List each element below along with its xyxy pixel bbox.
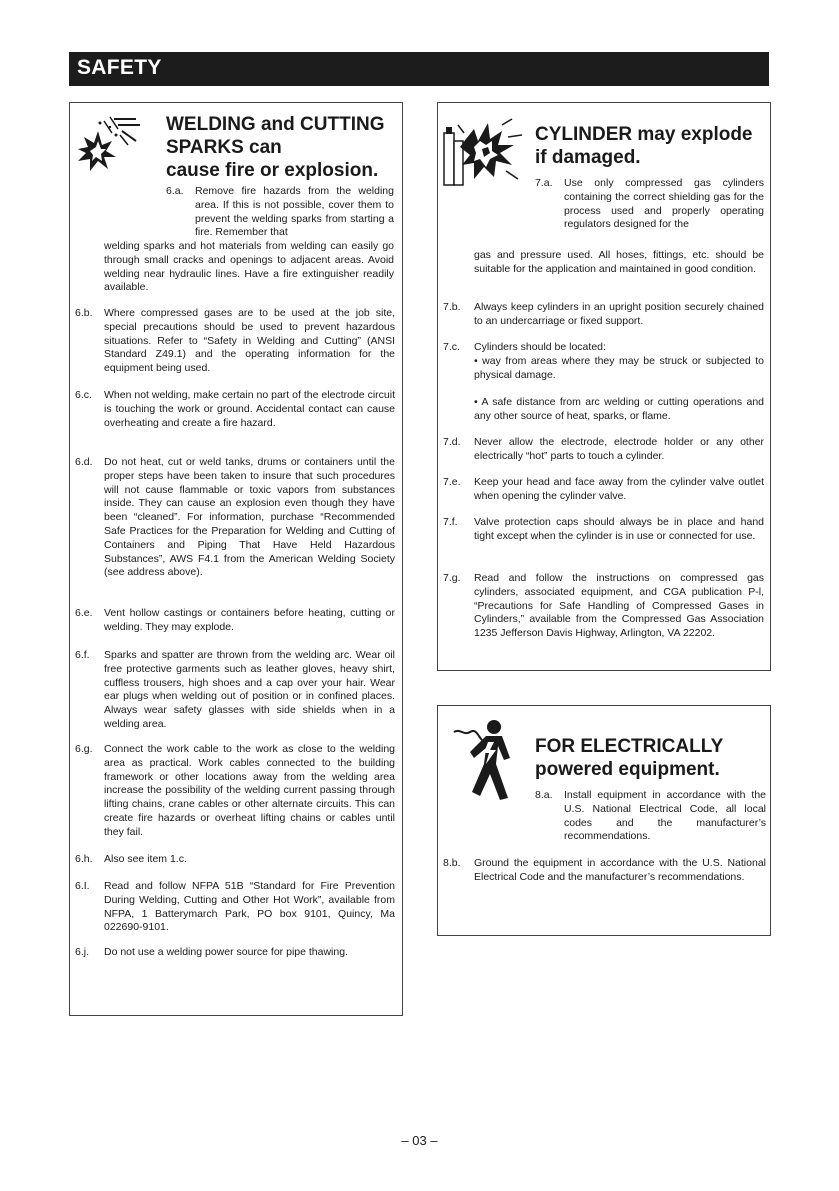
item-number: 7.d. (443, 436, 461, 448)
item-number: 7.c. (443, 341, 460, 353)
cylinder-heading (535, 123, 767, 169)
item-number: 7.b. (443, 301, 461, 313)
item-text: Sparks and spatter are thrown from the welding arc. Wear oil free protective garments such as leather gloves, heavy shirt, cuffless trousers, high shoes and a cap over your hair. Wear ear plugs when welding out of position or in confined places. Always wear safety glasses with side shields when in a welding area. (104, 649, 395, 730)
item-number: 6.c. (75, 389, 92, 401)
item-text: Where compressed gases are to be used at the job site, special precautions should be used to prevent hazardous situations. Refer to “Safety in Welding and Cutting” (ANSI Standard Z49.1) and the operating information for the equipment being used. (104, 307, 395, 375)
item-text: Ground the equipment in accordance with the U.S. National Electrical Code and the manufacturer’s recommendations. (474, 857, 766, 883)
welding-heading (166, 113, 400, 182)
item-text: Never allow the electrode, electrode holder or any other electrically “hot” parts to touch a cylinder. (474, 436, 764, 462)
item-text: Install equipment in accordance with the U.S. National Electrical Code, all local codes and the manufacturer’s recommendations. (564, 789, 766, 843)
item-7a-continuation: gas and pressure used. All hoses, fittings, etc. should be suitable for the application and maintained in good condition. (474, 249, 764, 275)
item-number: 6.f. (75, 649, 90, 661)
welding-heading-line2: SPARKS can (166, 137, 282, 158)
item-text: Also see item 1.c. (104, 853, 187, 865)
item-text: Do not heat, cut or weld tanks, drums or containers until the proper steps have been taken to insure that such procedures will not cause flammable or toxic vapors from substances inside. They can cause an explosion even though they have been “cleaned”. For information, purchase “Recommended Safe Practices for the Preparation for Welding and Cutting of Containers and Piping That Have Held Hazardous Substances”, AWS F4.1 from the American Welding Society (see address above). (104, 456, 395, 579)
item-text: Always keep cylinders in an upright position securely chained to an undercarriage or fixed support. (474, 301, 764, 327)
item-number: 7.a. (535, 177, 553, 189)
item-number: 6.b. (75, 307, 93, 319)
item-number: 6.d. (75, 456, 93, 468)
electric-equipment-panel (437, 705, 771, 936)
item-text: Vent hollow castings or containers before heating, cutting or welding. They may explode. (104, 607, 395, 633)
cylinder-heading-line2: if damaged. (535, 147, 641, 168)
bullet-item: • way from areas where they may be struck or subjected to physical damage. (474, 354, 764, 381)
item-text: Read and follow the instructions on compressed gas cylinders, associated equipment, and CGA publication P-l, “Precautions for Safe Handling of Compressed Gases in Cylinders,” available from the Compressed Gas Association 1235 Jefferson Davis Highway, Arlington, VA 22202. (474, 572, 764, 640)
item-number: 7.g. (443, 572, 461, 584)
electric-shock-icon (452, 718, 528, 800)
item-text: Remove fire hazards from the welding area. If this is not possible, cover them to prevent the welding sparks from starting a fire. Remember that (195, 185, 394, 239)
welding-sparks-panel (69, 102, 403, 1016)
item-number: 8.b. (443, 857, 461, 869)
welding-heading-line1: WELDING and CUTTING (166, 114, 385, 135)
page-number: – 03 – (401, 1133, 438, 1148)
item-number: 6.a. (166, 185, 184, 197)
welding-heading-line3: cause fire or explosion. (166, 160, 379, 181)
item-number: 7.f. (443, 516, 458, 528)
item-number: 6.h. (75, 853, 93, 865)
electric-heading-line1: FOR ELECTRICALLY (535, 736, 724, 757)
cylinder-heading-line1: CYLINDER may explode (535, 124, 753, 145)
item-text: Cylinders should be located: (474, 341, 606, 353)
item-text: Use only compressed gas cylinders containing the correct shielding gas for the process used and properly operating regulators designed for the (564, 177, 764, 231)
item-text: Read and follow NFPA 51B “Standard for Fire Prevention During Welding, Cutting and Other Hot Work”, available from NFPA, 1 Batterymarch Park, PO box 9101, Quincy, Ma 022690-9101. (104, 880, 395, 934)
item-6a-continuation: welding sparks and hot materials from welding can easily go through small cracks and openings to adjacent areas. Avoid welding near hydraulic lines. Have a fire extinguisher readily available. (104, 240, 394, 294)
item-number: 6.j. (75, 946, 90, 958)
section-header (69, 52, 769, 86)
item-text: When not welding, make certain no part of the electrode circuit is touching the work or ground. Accidental contact can cause overheating and create a fire hazard. (104, 389, 395, 429)
item-number: 6.e. (75, 607, 93, 619)
section-title: SAFETY (77, 56, 162, 79)
item-number: 7.e. (443, 476, 461, 488)
item-number: 8.a. (535, 789, 553, 801)
item-text: Valve protection caps should always be in place and hand tight except when the cylinder is in use or connected for use. (474, 516, 764, 542)
electric-heading-line2: powered equipment. (535, 759, 720, 780)
spark-explosion-icon (74, 113, 142, 175)
item-number: 6.g. (75, 743, 93, 755)
cylinder-explosion-icon (442, 115, 528, 187)
item-text: Do not use a welding power source for pipe thawing. (104, 946, 348, 958)
cylinder-explode-panel (437, 102, 771, 671)
item-number: 6.I. (75, 880, 90, 892)
item-text: Keep your head and face away from the cylinder valve outlet when opening the cylinder valve. (474, 476, 764, 502)
bullet-item: • A safe distance from arc welding or cutting operations and any other source of heat, sparks, or flame. (474, 396, 764, 423)
electric-heading (535, 735, 767, 781)
item-text: Connect the work cable to the work as close to the welding area as practical. Work cables connected to the building framework or other locations away from the welding area increase the possibility of the welding current passing through lifting chains, crane cables or other alternate circuits. This can create fire hazards or overheat lifting chains or cables until they fail. (104, 743, 395, 838)
